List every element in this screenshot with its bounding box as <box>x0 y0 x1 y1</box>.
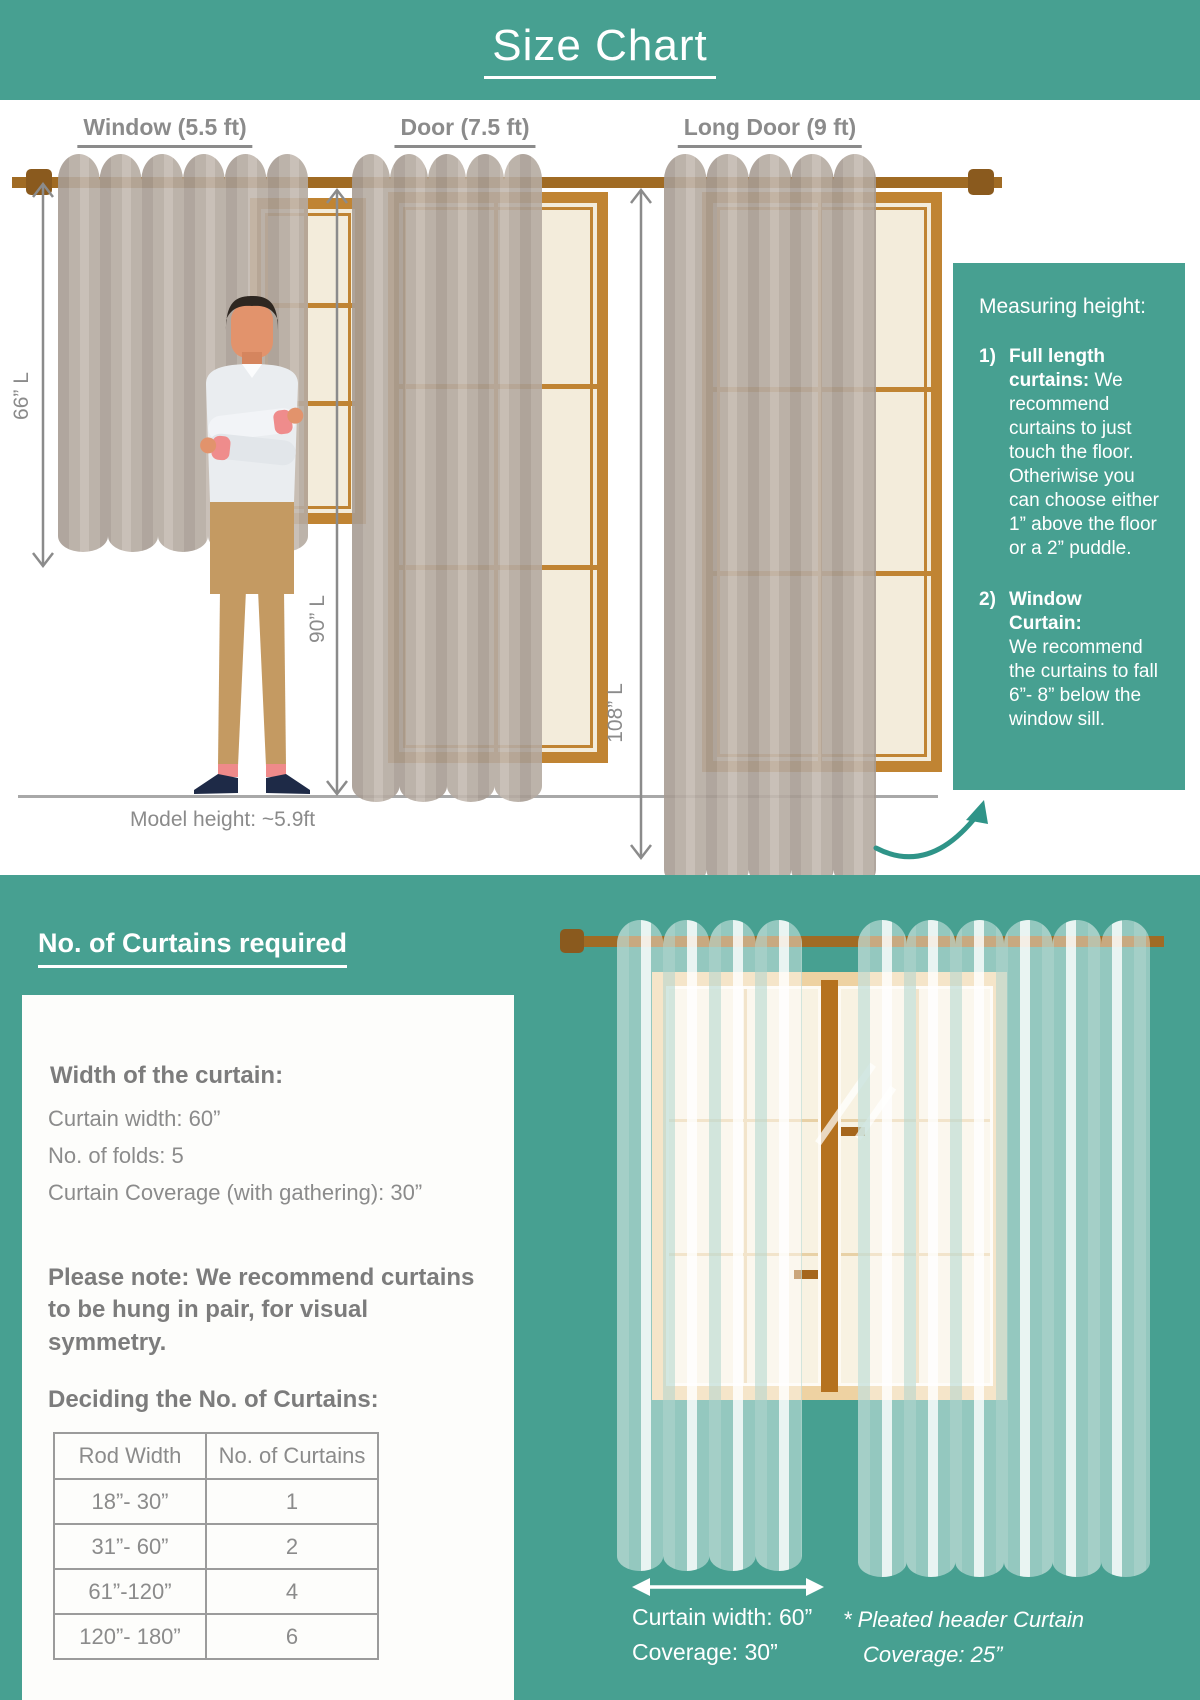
caption-pleated-line1: * Pleated header Curtain <box>843 1607 1084 1632</box>
caption-width-line1: Curtain width: 60” <box>632 1604 813 1630</box>
sheer-curtain-left-illustration <box>617 918 802 1572</box>
item-2-number: 2) <box>979 589 996 611</box>
table-header-row <box>54 1433 378 1479</box>
sheer-curtain-right-illustration <box>858 918 1150 1578</box>
rod-finial-right <box>968 169 994 195</box>
cell-rod-width: 61”-120” <box>54 1569 206 1614</box>
curtain-width-caption <box>632 1600 812 1670</box>
person-illustration <box>176 290 326 802</box>
width-arrow-icon <box>628 1574 828 1600</box>
window-mullion <box>821 980 838 1392</box>
page-title: Size Chart <box>484 21 715 79</box>
cell-no-curtains: 4 <box>206 1569 378 1614</box>
measure-arrow-90-icon <box>322 186 352 798</box>
measuring-height-title: Measuring height: <box>979 295 1146 318</box>
table-row <box>54 1524 378 1569</box>
curtain-108in-illustration <box>664 152 876 886</box>
measurement-66: 66” L <box>10 372 33 420</box>
label-window: Window (5.5 ft) <box>77 114 252 148</box>
pleated-caption <box>843 1602 1084 1672</box>
cell-no-curtains: 2 <box>206 1524 378 1569</box>
measurement-108: 108” L <box>604 683 627 743</box>
cell-no-curtains: 6 <box>206 1614 378 1659</box>
caption-width-line2: Coverage: 30” <box>632 1639 778 1665</box>
caption-pleated-line2: Coverage: 25” <box>863 1642 1003 1667</box>
label-long-door: Long Door (9 ft) <box>678 114 862 148</box>
table-row <box>54 1614 378 1659</box>
pair-note: Please note: We recommend curtains to be hung in pair, for visual symmetry. <box>48 1264 475 1356</box>
width-line-1: Curtain width: 60” <box>48 1106 221 1131</box>
curtains-required-heading: No. of Curtains required <box>38 928 347 968</box>
measuring-item-2 <box>979 588 1161 732</box>
label-door: Door (7.5 ft) <box>394 114 535 148</box>
item-1-number: 1) <box>979 346 996 367</box>
header-band <box>0 0 1200 100</box>
table-title: Deciding the No. of Curtains: <box>48 1386 379 1413</box>
width-line-3: Curtain Coverage (with gathering): 30” <box>48 1180 423 1205</box>
rod-width-table <box>53 1432 379 1660</box>
cell-rod-width: 31”- 60” <box>54 1524 206 1569</box>
curved-arrow-icon <box>868 796 1000 868</box>
cell-rod-width: 18”- 30” <box>54 1479 206 1524</box>
curtain-90in-illustration <box>352 152 542 802</box>
measure-arrow-108-icon <box>626 186 656 862</box>
header-rod-width: Rod Width <box>54 1433 206 1479</box>
cell-no-curtains: 1 <box>206 1479 378 1524</box>
measurement-90: 90” L <box>306 595 329 643</box>
measuring-item-1 <box>979 345 1161 560</box>
header-no-curtains: No. of Curtains <box>206 1433 378 1479</box>
cell-rod-width: 120”- 180” <box>54 1614 206 1659</box>
item-2-text: Window Curtain: We recommend the curtains to fall 6”- 8” below the window sill. <box>1009 589 1158 731</box>
width-line-2: No. of folds: 5 <box>48 1143 184 1168</box>
table-row <box>54 1479 378 1524</box>
table-row <box>54 1569 378 1614</box>
bottom-rod-finial <box>560 929 584 953</box>
item-1-text: Full length curtains: We recommend curtains to just touch the floor. Otheriwise you can choose either 1” above the floor or a 2” puddle. <box>1009 346 1159 559</box>
width-title: Width of the curtain: <box>50 1062 284 1089</box>
measuring-height-panel <box>953 263 1185 790</box>
model-height-label: Model height: ~5.9ft <box>130 808 316 831</box>
